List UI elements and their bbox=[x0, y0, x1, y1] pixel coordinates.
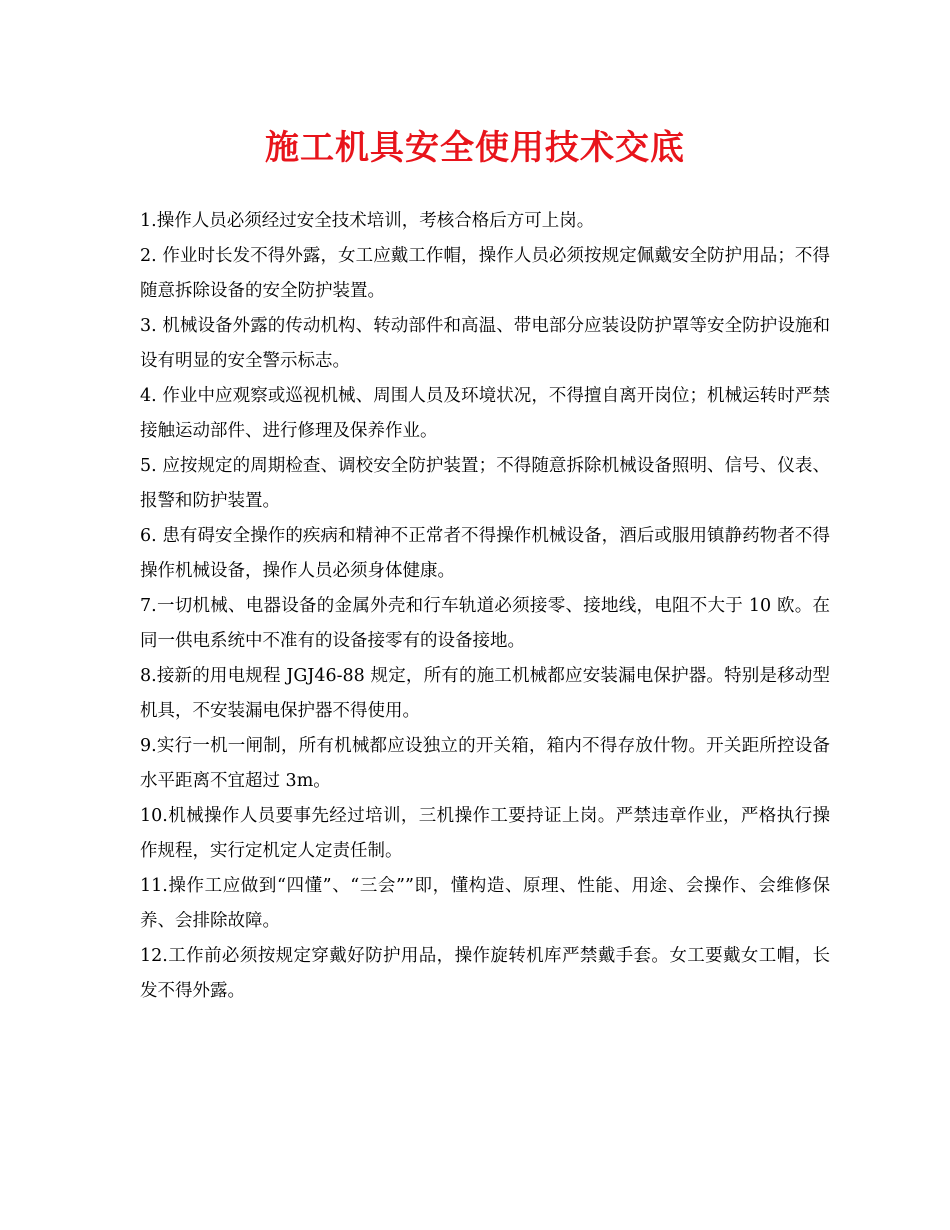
list-item-6: 6. 患有碍安全操作的疾病和精神不正常者不得操作机械设备，酒后或服用镇静药物者不得操作机械设备，操作人员必须身体健康。 bbox=[140, 526, 830, 581]
list-item-11: 11.操作工应做到“四懂”、“三会””即，懂构造、原理、性能、用途、会操作、会维修保养、会排除故障。 bbox=[140, 876, 830, 931]
list-item-12: 12.工作前必须按规定穿戴好防护用品，操作旋转机库严禁戴手套。女工要戴女工帽，长发不得外露。 bbox=[140, 946, 830, 1001]
list-item-1: 1.操作人员必须经过安全技术培训，考核合格后方可上岗。 bbox=[140, 211, 595, 231]
list-item-2: 2. 作业时长发不得外露，女工应戴工作帽，操作人员必须按规定佩戴安全防护用品；不得随意拆除设备的安全防护装置。 bbox=[140, 246, 830, 301]
list-item-7: 7.一切机械、电器设备的金属外壳和行车轨道必须接零、接地线，电阻不大于 10 欧。在同一供电系统中不准有的设备接零有的设备接地。 bbox=[140, 596, 830, 651]
list-item-8: 8.接新的用电规程 JGJ46-88 规定，所有的施工机械都应安装漏电保护器。特别是移动型机具，不安装漏电保护器不得使用。 bbox=[140, 666, 830, 721]
list-item-9: 9.实行一机一闸制，所有机械都应设独立的开关箱，箱内不得存放什物。开关距所控设备水平距离不宜超过 3m。 bbox=[140, 736, 830, 791]
list-item-5: 5. 应按规定的周期检查、调校安全防护装置；不得随意拆除机械设备照明、信号、仪表、报警和防护装置。 bbox=[140, 456, 830, 511]
document-body bbox=[140, 204, 830, 1009]
list-item-3: 3. 机械设备外露的传动机构、转动部件和高温、带电部分应装设防护罩等安全防护设施和设有明显的安全警示标志。 bbox=[140, 316, 830, 371]
document-title: 施工机具安全使用技术交底 bbox=[265, 128, 685, 168]
list-item-10: 10.机械操作人员要事先经过培训，三机操作工要持证上岗。严禁违章作业，严格执行操作规程，实行定机定人定责任制。 bbox=[140, 806, 830, 861]
list-item-4: 4. 作业中应观察或巡视机械、周围人员及环境状况，不得擅自离开岗位；机械运转时严禁接触运动部件、进行修理及保养作业。 bbox=[140, 386, 830, 441]
